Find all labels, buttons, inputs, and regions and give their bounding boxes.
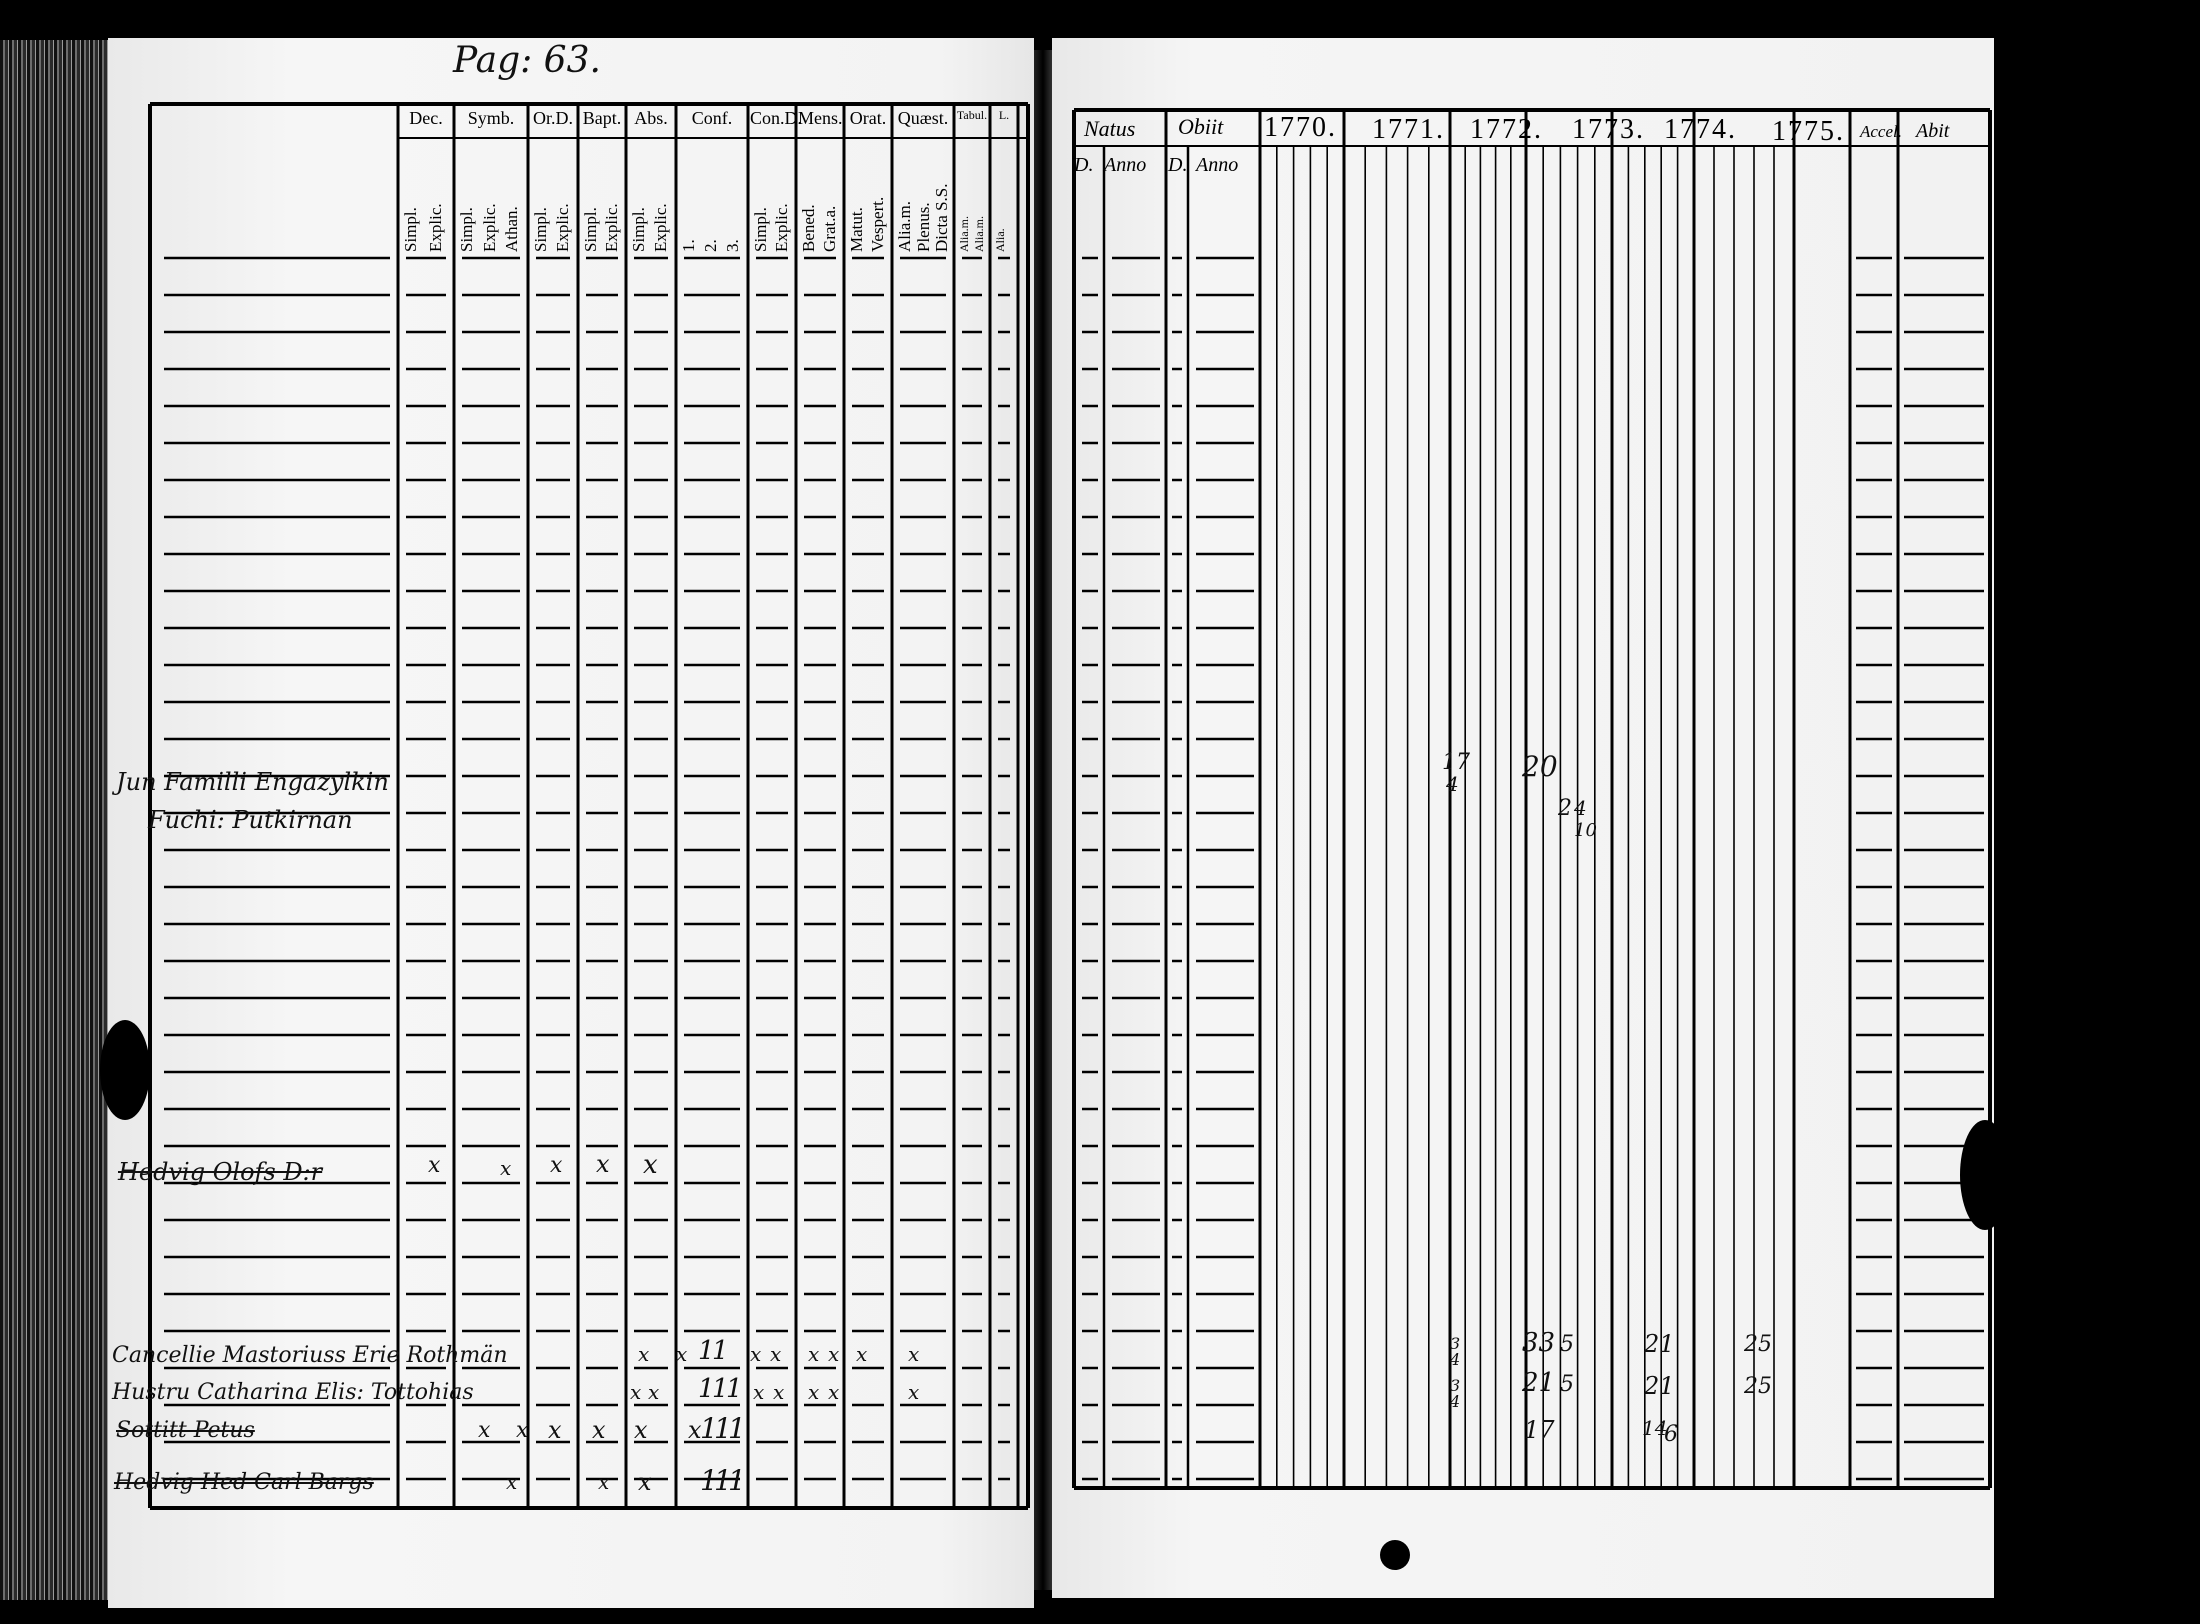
year-number: 21: [1644, 1330, 1675, 1358]
year-header: 1773.: [1572, 114, 1645, 145]
column-header: Con.D.: [750, 108, 803, 128]
year-header: 1772.: [1470, 114, 1543, 145]
year-number: 21: [1522, 1368, 1556, 1398]
column-subheader: Explic.: [426, 203, 445, 252]
year-header: 1771.: [1372, 114, 1445, 145]
tick-mark: x: [828, 1342, 840, 1366]
book-spine-edge: [0, 40, 110, 1600]
column-subheader: Alia.: [993, 228, 1007, 252]
tick-mark: 1: [714, 1412, 732, 1445]
entry-name: Hedvig Hed Carl Bargs: [114, 1470, 374, 1495]
column-subheader: Explic.: [479, 203, 499, 252]
year-number: 4: [1574, 796, 1587, 820]
column-subheader: Bened.: [799, 204, 818, 252]
year-number: 17: [1442, 750, 1470, 775]
tick-mark: 1: [728, 1412, 746, 1445]
column-header: Orat.: [849, 108, 887, 128]
column-header: Quæst.: [897, 108, 949, 128]
year-number: 3: [1450, 1334, 1461, 1353]
obiit-day-header: D.: [1168, 154, 1188, 176]
tick-mark: x: [676, 1342, 688, 1366]
year-number: 17: [1524, 1416, 1555, 1444]
tick-mark: x: [773, 1380, 785, 1404]
tick-mark: x: [630, 1380, 642, 1404]
year-number: 6: [1664, 1422, 1678, 1447]
tick-mark: x: [753, 1380, 765, 1404]
year-number: 20: [1522, 750, 1558, 783]
column-header: Conf.: [691, 108, 733, 128]
tick-mark: 1: [712, 1336, 729, 1366]
year-number: 5: [1560, 1372, 1574, 1397]
column-subheader: Simpl.: [401, 207, 420, 252]
right-page: [1052, 38, 1994, 1598]
column-header: Mens.: [798, 108, 843, 128]
column-subheader: Alia.m.: [972, 216, 986, 252]
column-header: L.: [998, 108, 1010, 122]
column-subheader: Athan.: [502, 206, 522, 252]
obiit-year-header: Anno: [1196, 154, 1239, 176]
column-subheader: Simpl.: [531, 207, 550, 252]
column-subheader: Simpl.: [457, 207, 476, 252]
column-header: Bapt.: [582, 108, 622, 128]
year-number: 33: [1522, 1328, 1556, 1358]
tick-mark: 1: [698, 1336, 715, 1366]
column-subheader: Simpl.: [751, 207, 770, 252]
tick-mark: x: [750, 1342, 762, 1366]
left-page: [108, 38, 1034, 1608]
column-subheader: Vespert.: [868, 196, 887, 252]
tick-mark: x: [596, 1150, 610, 1178]
tick-mark: x: [516, 1418, 529, 1443]
column-header: Abs.: [634, 108, 668, 128]
column-subheader: Dicta S.S.: [932, 183, 952, 252]
edge-hole: [100, 1020, 150, 1120]
tick-mark: x: [908, 1342, 920, 1366]
tick-mark: 1: [726, 1374, 743, 1404]
tick-mark: 1: [700, 1464, 718, 1497]
year-number: 25: [1744, 1332, 1772, 1357]
entry-name: Sottitt Petus: [116, 1418, 255, 1443]
year-number: 4: [1446, 772, 1459, 796]
entry-name: Jun Familli Engazylkin: [116, 768, 389, 796]
year-header: 1770.: [1264, 112, 1337, 143]
tick-mark: x: [808, 1380, 820, 1404]
obiit-header: Obiit: [1178, 114, 1224, 139]
tick-mark: x: [688, 1416, 702, 1444]
column-subheader: Explic.: [651, 203, 670, 252]
edge-hole: [1960, 1120, 2010, 1230]
column-subheader: Simpl.: [629, 207, 648, 252]
column-subheader: Grat.a.: [820, 205, 839, 252]
tick-mark: 1: [698, 1374, 715, 1404]
natus-day-header: D.: [1074, 154, 1094, 176]
edge-hole: [1380, 1540, 1410, 1570]
column-header: Symb.: [467, 108, 515, 128]
year-number: 21: [1644, 1372, 1675, 1400]
entry-name: Fuchi: Putkirnan: [148, 806, 353, 834]
tick-mark: x: [598, 1470, 610, 1494]
natus-header: Natus: [1084, 116, 1136, 141]
book-gutter: [1034, 50, 1052, 1590]
column-subheader: Alia.m.: [957, 216, 971, 252]
column-subheader: Alia.m.: [895, 201, 914, 252]
tick-mark: x: [550, 1153, 563, 1178]
tick-mark: x: [478, 1418, 491, 1443]
tick-mark: x: [638, 1342, 650, 1366]
column-header: Or.D.: [533, 108, 573, 128]
tick-mark: x: [770, 1342, 782, 1366]
column-subheader: Plenus.: [913, 202, 933, 252]
year-number: 10: [1574, 820, 1597, 841]
year-number: 3: [1450, 1376, 1461, 1395]
tick-mark: x: [648, 1380, 660, 1404]
year-header: 1775.: [1772, 116, 1845, 147]
entry-name: Hustru Catharina Elis: Tottohias: [112, 1380, 474, 1405]
tick-mark: x: [592, 1416, 606, 1444]
column-subheader: 3.: [723, 239, 742, 252]
year-header: 1774.: [1664, 114, 1737, 145]
column-subheader: Explic.: [772, 203, 791, 252]
tick-mark: 1: [728, 1464, 746, 1497]
tick-mark: x: [428, 1153, 441, 1178]
tick-mark: 1: [712, 1374, 729, 1404]
tick-mark: x: [638, 1468, 652, 1496]
right-page-ruling: [1052, 38, 1994, 1598]
tick-mark: x: [548, 1416, 562, 1444]
year-number: 25: [1744, 1374, 1772, 1399]
tick-mark: x: [856, 1342, 868, 1366]
tick-mark: 1: [714, 1464, 732, 1497]
column-subheader: Explic.: [553, 203, 572, 252]
column-subheader: Matut.: [847, 207, 866, 252]
tick-mark: x: [828, 1380, 840, 1404]
entry-name: Hedvig Olofs D:r: [118, 1158, 323, 1186]
tick-mark: x: [908, 1380, 920, 1404]
tick-mark: 1: [700, 1412, 718, 1445]
accessit-header: Accel.: [1860, 122, 1902, 141]
year-number: 2: [1558, 796, 1572, 821]
column-subheader: 1.: [679, 239, 698, 252]
column-subheader: Simpl.: [581, 207, 600, 252]
tick-mark: x: [808, 1342, 820, 1366]
year-number: 5: [1560, 1332, 1574, 1357]
abiit-header: Abit: [1916, 120, 1950, 142]
year-number: 4: [1450, 1392, 1461, 1411]
tick-mark: x: [500, 1156, 512, 1180]
page-number: Pag: 63.: [453, 40, 601, 81]
tick-mark: x: [506, 1470, 518, 1494]
column-subheader: Explic.: [602, 203, 621, 252]
natus-year-header: Anno: [1104, 154, 1147, 176]
tick-mark: x: [634, 1416, 648, 1444]
year-number: 14: [1642, 1416, 1668, 1440]
tick-mark: x: [643, 1150, 658, 1180]
column-header: Tabul.: [956, 108, 988, 122]
entry-name: Cancellie Mastoriuss Erie Rothmän: [112, 1343, 508, 1368]
column-header: Dec.: [409, 108, 443, 128]
year-number: 4: [1450, 1350, 1461, 1369]
column-subheader: 2.: [701, 239, 720, 252]
